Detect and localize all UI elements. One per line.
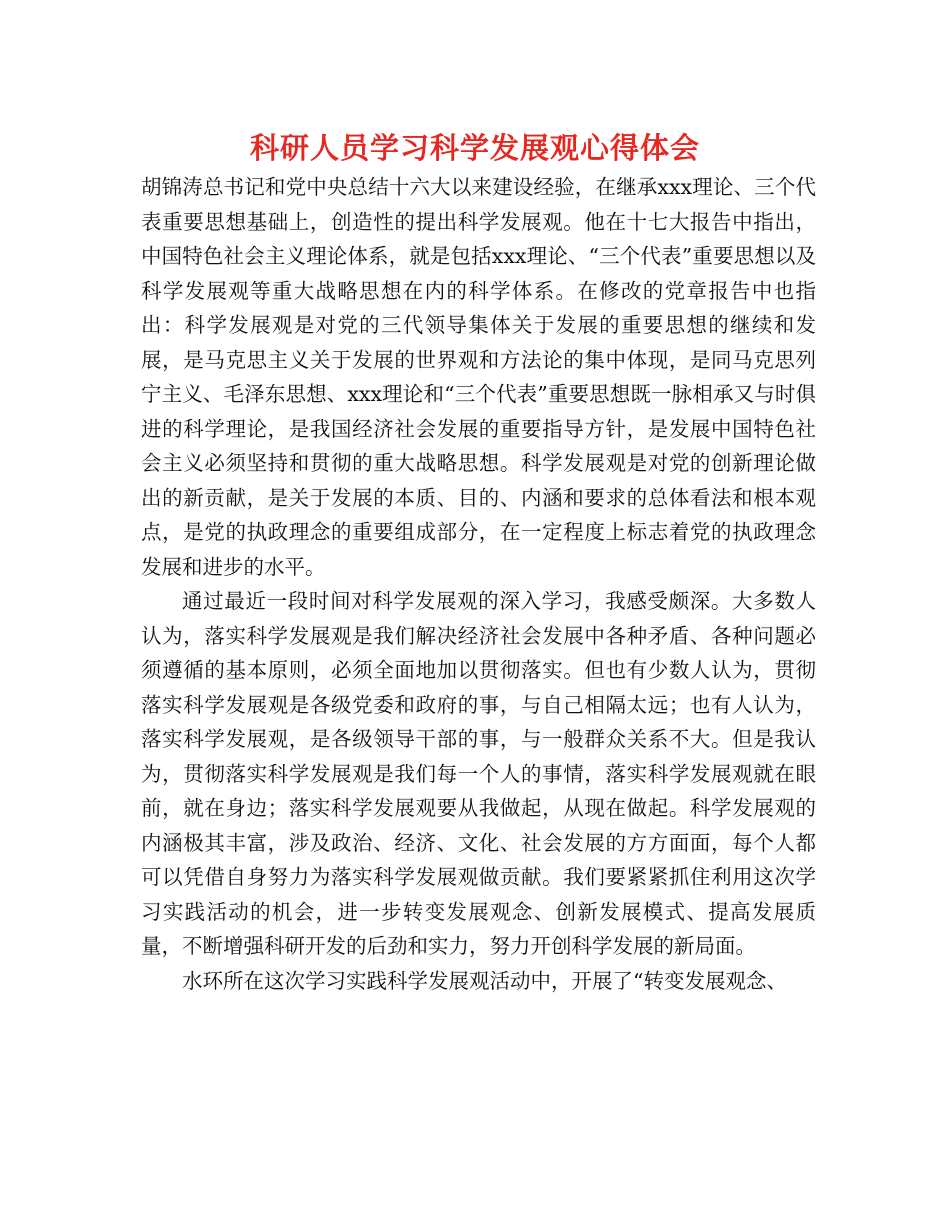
paragraph-1: 胡锦涛总书记和党中央总结十六大以来建设经验，在继承xxx理论、三个代表重要思想基础上，创造性的提出科学发展观。他在十七大报告中指出，中国特色社会主义理论体系，就是包括xxx理论、“三个代表”重要思想以及科学发展观等重大战略思想在内的科学体系。在修改的党章报告中也指出：科学发展观是对党的三代领导集体关于发展的重要思想的继续和发展，是马克思主义关于发展的世界观和方法论的集中体现，是同马克思列宁主义、毛泽东思想、xxx理论和“三个代表”重要思想既一脉相承又与时俱进的科学理论，是我国经济社会发展的重要指导方针，是发展中国特色社会主义必须坚持和贯彻的重大战略思想。科学发展观是对党的创新理论做出的新贡献，是关于发展的本质、目的、内涵和要求的总体看法和根本观点，是党的执政理念的重要组成部分，在一定程度上标志着党的执政理念发展和进步的水平。 (141, 175, 816, 579)
document-title: 科研人员学习科学发展观心得体会 (249, 131, 700, 165)
paragraph-3: 水环所在这次学习实践科学发展观活动中，开展了“转变发展观念、 (182, 968, 787, 993)
paragraph-2: 通过最近一段时间对科学发展观的深入学习，我感受颇深。大多数人认为，落实科学发展观是我们解决经济社会发展中各种矛盾、各种问题必须遵循的基本原则，必须全面地加以贯彻落实。但也有少数人认为，贯彻落实科学发展观是各级党委和政府的事，与自己相隔太远；也有人认为，落实科学发展观，是各级领导干部的事，与一般群众关系不大。但是我认为，贯彻落实科学发展观是我们每一个人的事情，落实科学发展观就在眼前，就在身边；落实科学发展观要从我做起，从现在做起。科学发展观的内涵极其丰富，涉及政治、经济、文化、社会发展的方方面面，每个人都可以凭借自身努力为落实科学发展观做贡献。我们要紧紧抓住利用这次学习实践活动的机会，进一步转变发展观念、创新发展模式、提高发展质量，不断增强科研开发的后劲和实力，努力开创科学发展的新局面。 (141, 589, 816, 958)
document-body (141, 170, 816, 998)
